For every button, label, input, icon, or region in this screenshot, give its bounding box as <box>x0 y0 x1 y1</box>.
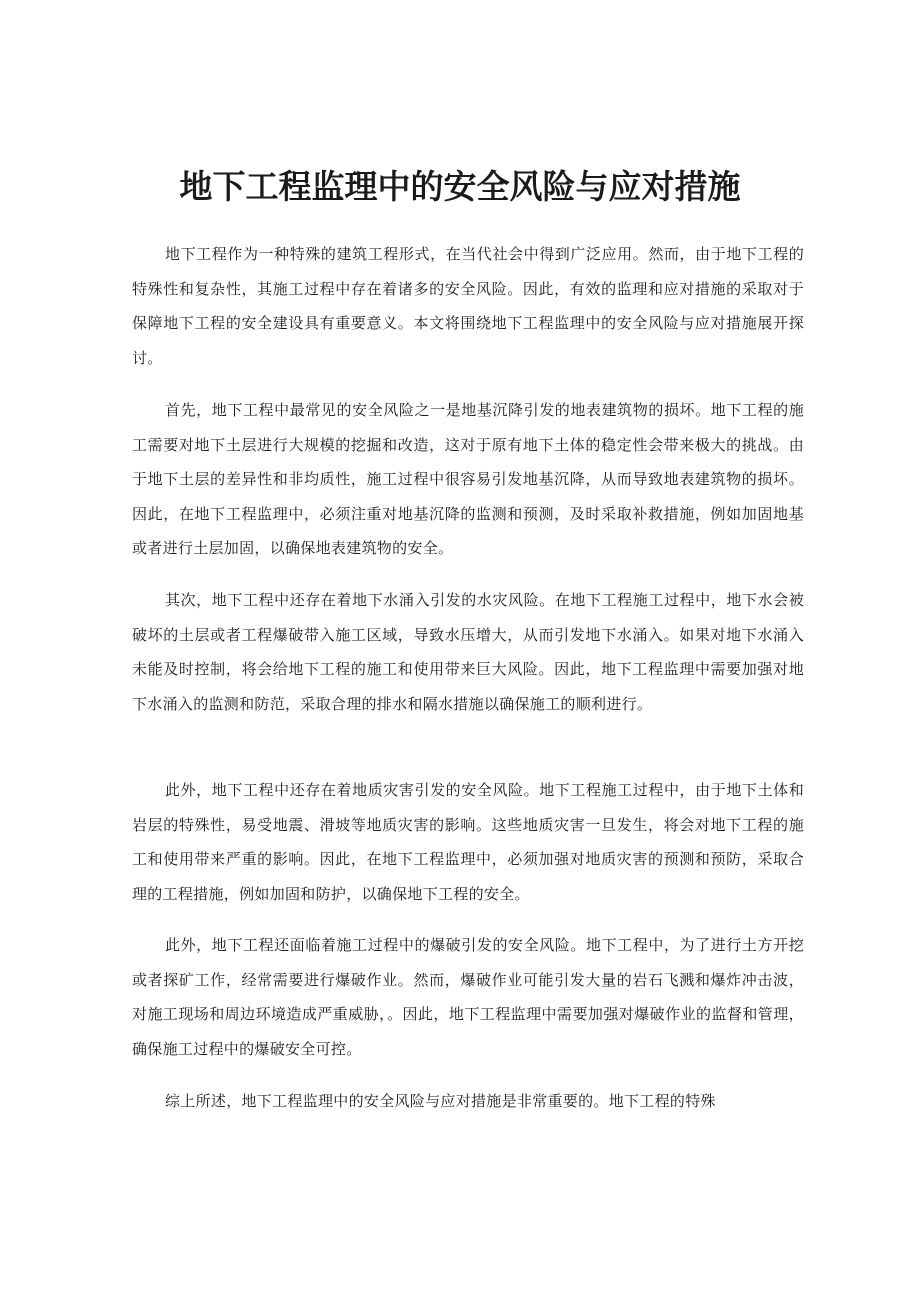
paragraph-conclusion: 综上所述，地下工程监理中的安全风险与应对措施是非常重要的。地下工程的特殊 <box>165 1092 716 1110</box>
paragraph-foundation-settlement: 首先，地下工程中最常见的安全风险之一是地基沉降引发的地表建筑物的损坏。地下工程的施工需要对地下土层进行大规模的挖掘和改造，这对于原有地下土体的稳定性会带来极大的挑战。由于地下土层的差异性和非均质性，施工过程中很容易引发地基沉降，从而导致地表建筑物的损坏。因此，在地下工程监理中，必须注重对地基沉降的监测和预测，及时采取补救措施，例如加固地基或者进行土层加固，以确保地表建筑物的安全。 <box>132 401 804 557</box>
paragraph-groundwater-inflow: 其次，地下工程中还存在着地下水涌入引发的水灾风险。在地下工程施工过程中，地下水会被破坏的土层或者工程爆破带入施工区域，导致水压增大，从而引发地下水涌入。如果对地下水涌入未能及时控制，将会给地下工程的施工和使用带来巨大风险。因此，地下工程监理中需要加强对地下水涌入的监测和防范，采取合理的排水和隔水措施以确保施工的顺利进行。 <box>132 591 804 713</box>
paragraph-intro: 地下工程作为一种特殊的建筑工程形式，在当代社会中得到广泛应用。然而，由于地下工程的特殊性和复杂性，其施工过程中存在着诸多的安全风险。因此，有效的监理和应对措施的采取对于保障地下工程的安全建设具有重要意义。本文将围绕地下工程监理中的安全风险与应对措施展开探讨。 <box>132 245 804 367</box>
paragraph-blasting-risk: 此外，地下工程还面临着施工过程中的爆破引发的安全风险。地下工程中，为了进行土方开挖或者探矿工作，经常需要进行爆破作业。然而，爆破作业可能引发大量的岩石飞溅和爆炸冲击波，对施工现场和周边环境造成严重威胁，。因此，地下工程监理中需要加强对爆破作业的监督和管理，确保施工过程中的爆破安全可控。 <box>132 936 804 1058</box>
paragraph-geological-hazards: 此外，地下工程中还存在着地质灾害引发的安全风险。地下工程施工过程中，由于地下土体和岩层的特殊性，易受地震、滑坡等地质灾害的影响。这些地质灾害一旦发生，将会对地下工程的施工和使用带来严重的影响。因此，在地下工程监理中，必须加强对地质灾害的预测和预防，采取合理的工程措施，例如加固和防护，以确保地下工程的安全。 <box>132 781 804 903</box>
document-title: 地下工程监理中的安全风险与应对措施 <box>179 167 741 206</box>
